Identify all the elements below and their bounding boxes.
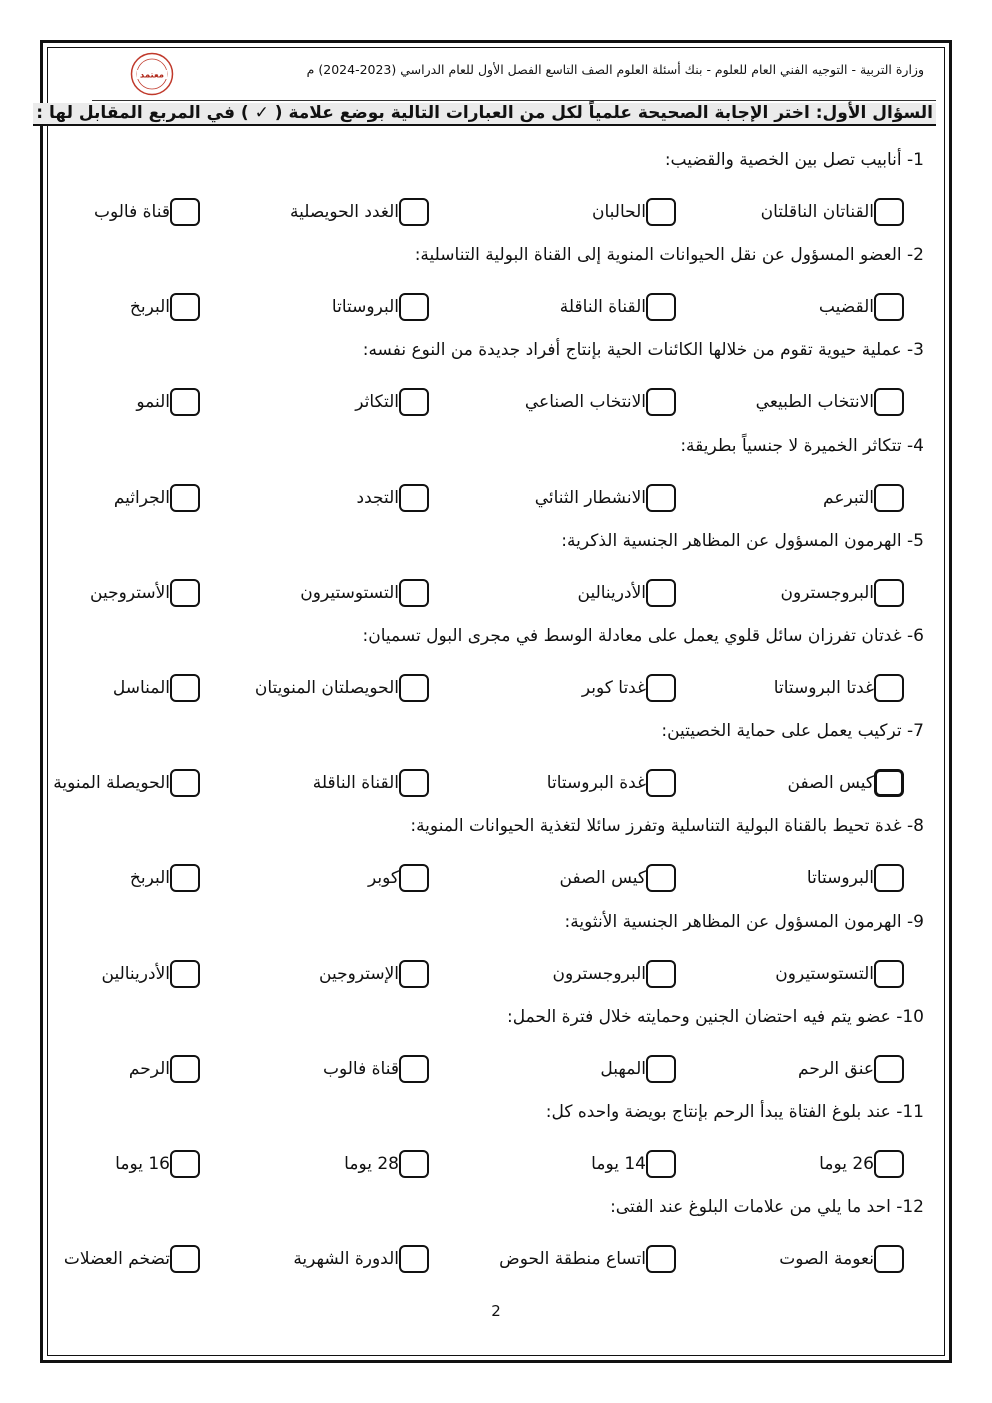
answer-option[interactable]: [587, 1150, 676, 1178]
answer-option[interactable]: [521, 388, 676, 416]
answer-option[interactable]: [319, 1055, 429, 1083]
answer-checkbox[interactable]: [399, 674, 429, 702]
answer-option-label: النمو: [136, 392, 170, 413]
answer-option[interactable]: [353, 484, 430, 512]
answer-option-label: الأدرينالين: [577, 582, 646, 603]
answer-option-label: 14 يوما: [591, 1154, 646, 1174]
answer-checkbox[interactable]: [399, 293, 429, 321]
answer-checkbox[interactable]: [874, 1055, 904, 1083]
answer-option[interactable]: [49, 769, 200, 797]
answer-option[interactable]: [596, 1055, 676, 1083]
answer-checkbox[interactable]: [874, 769, 904, 797]
answer-option-label: الدورة الشهرية: [293, 1249, 399, 1270]
answer-option[interactable]: [815, 1150, 904, 1178]
answer-option[interactable]: [90, 198, 200, 226]
answer-option[interactable]: [289, 1245, 429, 1273]
answer-option[interactable]: [752, 388, 904, 416]
answer-option-label: 26 يوما: [819, 1154, 874, 1174]
answer-option-label: البربخ: [129, 297, 170, 318]
answer-option[interactable]: [771, 960, 904, 988]
question-stem: 5- الهرمون المسؤول عن المظاهر الجنسية الذكرية:: [561, 530, 924, 551]
answer-checkbox[interactable]: [646, 198, 676, 226]
answer-checkbox[interactable]: [399, 198, 429, 226]
answer-checkbox[interactable]: [646, 484, 676, 512]
section-title-text: السؤال الأول: اختر الإجابة الصحيحة علمياً لكل من العبارات التالية بوضع علامة ( ✓ ) في المربع المقابل لها :: [33, 103, 936, 126]
answer-checkbox[interactable]: [399, 1055, 429, 1083]
answer-option[interactable]: [803, 864, 904, 892]
answer-checkbox[interactable]: [399, 769, 429, 797]
answer-option[interactable]: [543, 769, 676, 797]
answer-option-label: الانتخاب الصناعي: [524, 392, 646, 413]
answer-option-label: الحالبان: [591, 202, 646, 222]
approval-seal-icon: [130, 52, 174, 96]
answer-option-label: الأدرينالين: [101, 963, 170, 984]
answer-option[interactable]: [578, 674, 676, 702]
answer-option-label: الانتخاب الطبيعي: [755, 392, 874, 413]
answer-option[interactable]: [794, 1055, 904, 1083]
answer-option-label: قناة فالوب: [93, 202, 170, 222]
answer-checkbox[interactable]: [170, 484, 200, 512]
answer-option[interactable]: [340, 1150, 429, 1178]
answer-checkbox[interactable]: [874, 960, 904, 988]
page-number: 2: [491, 1302, 501, 1320]
answer-option-label: الحويصلتان المنويتان: [254, 678, 399, 698]
answer-option-label: الأستروجين: [90, 582, 170, 603]
svg-text:معتمد: معتمد: [139, 70, 165, 81]
answer-checkbox[interactable]: [399, 388, 429, 416]
answer-option-label: 16 يوما: [115, 1154, 170, 1174]
answer-option-label: القناة الناقلة: [312, 773, 399, 794]
answer-option[interactable]: [775, 1245, 904, 1273]
answer-checkbox[interactable]: [399, 1245, 429, 1273]
answer-checkbox[interactable]: [170, 388, 200, 416]
answer-checkbox[interactable]: [170, 1245, 200, 1273]
answer-checkbox[interactable]: [874, 674, 904, 702]
answer-checkbox[interactable]: [874, 198, 904, 226]
answer-option-label: كيس الصفن: [787, 773, 874, 794]
answer-option[interactable]: [531, 484, 676, 512]
answer-option[interactable]: [111, 1150, 200, 1178]
answer-option-label: الإستروجين: [319, 963, 399, 984]
answer-checkbox[interactable]: [874, 484, 904, 512]
answer-option[interactable]: [819, 484, 904, 512]
answer-option[interactable]: [364, 864, 429, 892]
answer-option-label: كيس الصفن: [559, 868, 646, 889]
answer-option[interactable]: [125, 1055, 200, 1083]
answer-checkbox[interactable]: [170, 769, 200, 797]
answer-option-label: القناة الناقلة: [559, 297, 646, 318]
answer-option[interactable]: [556, 293, 676, 321]
answer-checkbox[interactable]: [646, 674, 676, 702]
answer-checkbox[interactable]: [170, 293, 200, 321]
answer-checkbox[interactable]: [170, 864, 200, 892]
answer-option-label: التستوستيرون: [775, 963, 874, 984]
answer-option[interactable]: [286, 198, 429, 226]
answer-checkbox[interactable]: [170, 1150, 200, 1178]
answer-option-label: الجراثيم: [113, 487, 170, 508]
answer-option[interactable]: [777, 579, 905, 607]
answer-option[interactable]: [309, 769, 429, 797]
header-divider: [92, 100, 936, 101]
answer-checkbox[interactable]: [646, 960, 676, 988]
answer-option[interactable]: [351, 388, 429, 416]
answer-checkbox[interactable]: [399, 579, 429, 607]
answer-option[interactable]: [98, 960, 201, 988]
answer-option[interactable]: [588, 198, 676, 226]
question-stem: 1- أنابيب تصل بين الخصية والقضيب:: [664, 150, 924, 170]
answer-option-label: المهبل: [600, 1058, 646, 1079]
answer-checkbox[interactable]: [874, 1245, 904, 1273]
answer-checkbox[interactable]: [874, 864, 904, 892]
answer-checkbox[interactable]: [170, 579, 200, 607]
question-stem: 2- العضو المسؤول عن نقل الحيوانات المنوية إلى القناة البولية التناسلية:: [414, 245, 924, 266]
answer-option-label: كوبر: [368, 868, 399, 889]
question-stem: 4- تتكاثر الخميرة لا جنسياً بطريقة:: [680, 435, 924, 456]
answer-option-label: الغدد الحويصلية: [289, 202, 399, 222]
answer-option-label: الرحم: [128, 1058, 170, 1079]
answer-checkbox[interactable]: [170, 960, 200, 988]
answer-option-label: الحويصلة المنوية: [53, 773, 170, 794]
answer-option-label: البروجسترون: [780, 582, 874, 603]
answer-option-label: البروجسترون: [552, 963, 646, 984]
answer-option-label: التبرعم: [823, 487, 874, 508]
page-header: وزارة التربية - التوجيه الفني العام للعلوم - بنك أسئلة العلوم الصف التاسع الفصل الأول للعام الدراسي (2023-2024) م: [306, 62, 924, 77]
answer-option[interactable]: [296, 579, 429, 607]
answer-option-label: البروستاتا: [331, 297, 399, 318]
answer-option-label: الانشطار الثنائي: [534, 487, 646, 508]
answer-option-label: البروستاتا: [806, 868, 874, 889]
answer-checkbox[interactable]: [399, 960, 429, 988]
answer-option[interactable]: [574, 579, 677, 607]
answer-checkbox[interactable]: [399, 1150, 429, 1178]
answer-checkbox[interactable]: [646, 388, 676, 416]
question-stem: 3- عملية حيوية تقوم من خلالها الكائنات الحية بإنتاج أفراد جديدة من النوع نفسه:: [362, 340, 924, 361]
question-stem: 7- تركيب يعمل على حماية الخصيتين:: [661, 721, 924, 742]
question-stem: 11- عند بلوغ الفتاة يبدأ الرحم بإنتاج بويضة واحده كل:: [545, 1102, 924, 1122]
answer-checkbox[interactable]: [646, 579, 676, 607]
answer-checkbox[interactable]: [399, 864, 429, 892]
answer-option[interactable]: [315, 960, 429, 988]
question-stem: 12- احد ما يلي من علامات البلوغ عند الفتى:: [610, 1197, 924, 1218]
answer-option[interactable]: [815, 293, 904, 321]
answer-checkbox[interactable]: [646, 293, 676, 321]
answer-checkbox[interactable]: [874, 388, 904, 416]
question-stem: 8- غدة تحيط بالقناة البولية التناسلية وتفرز سائلا لتغذية الحيوانات المنوية:: [410, 816, 924, 837]
answer-checkbox[interactable]: [646, 864, 676, 892]
answer-option-label: غدتا كوبر: [581, 678, 646, 698]
section-title: [36, 103, 936, 123]
answer-checkbox[interactable]: [646, 1245, 676, 1273]
answer-option-label: قناة فالوب: [322, 1058, 399, 1079]
question-stem: 6- غدتان تفرزان سائل قلوي يعمل على معادلة الوسط في مجرى البول تسميان:: [362, 626, 924, 646]
answer-option-label: عنق الرحم: [798, 1058, 874, 1079]
answer-checkbox[interactable]: [170, 674, 200, 702]
answer-option[interactable]: [328, 293, 429, 321]
answer-option[interactable]: [86, 579, 200, 607]
answer-option[interactable]: [60, 1245, 200, 1273]
answer-option[interactable]: [556, 864, 677, 892]
answer-option-label: البربخ: [129, 868, 170, 889]
answer-option[interactable]: [784, 769, 905, 797]
answer-option[interactable]: [132, 388, 200, 416]
answer-checkbox[interactable]: [646, 769, 676, 797]
answer-option-label: اتساع منطقة الحوض: [499, 1249, 646, 1270]
answer-option-label: التجدد: [356, 487, 399, 508]
answer-option[interactable]: [495, 1245, 676, 1273]
answer-option-label: التستوستيرون: [300, 582, 399, 603]
answer-checkbox[interactable]: [646, 1150, 676, 1178]
answer-checkbox[interactable]: [646, 1055, 676, 1083]
question-stem: 9- الهرمون المسؤول عن المظاهر الجنسية الأنثوية:: [564, 911, 924, 932]
answer-option-label: المناسل: [112, 678, 170, 698]
answer-checkbox[interactable]: [399, 484, 429, 512]
answer-option[interactable]: [549, 960, 677, 988]
answer-option[interactable]: [251, 674, 429, 702]
answer-option-label: التكاثر: [355, 392, 399, 413]
answer-checkbox[interactable]: [170, 1055, 200, 1083]
answer-option-label: غدتا البروستاتا: [773, 678, 874, 698]
answer-option[interactable]: [109, 674, 200, 702]
answer-option[interactable]: [110, 484, 200, 512]
answer-option[interactable]: [126, 864, 200, 892]
answer-checkbox[interactable]: [170, 198, 200, 226]
answer-checkbox[interactable]: [874, 1150, 904, 1178]
answer-option[interactable]: [126, 293, 200, 321]
answer-option-label: غدة البروستاتا: [546, 773, 646, 794]
answer-checkbox[interactable]: [874, 579, 904, 607]
answer-option-label: القناتان الناقلتان: [760, 202, 874, 222]
answer-option[interactable]: [770, 674, 904, 702]
answer-option-label: تضخم العضلات: [63, 1249, 170, 1270]
answer-option-label: القضيب: [818, 297, 874, 318]
question-stem: 10- عضو يتم فيه احتضان الجنين وحمايته خلال فترة الحمل:: [506, 1006, 924, 1027]
answer-checkbox[interactable]: [874, 293, 904, 321]
answer-option-label: نعومة الصوت: [779, 1249, 874, 1270]
answer-option-label: 28 يوما: [344, 1154, 399, 1174]
answer-option[interactable]: [757, 198, 904, 226]
